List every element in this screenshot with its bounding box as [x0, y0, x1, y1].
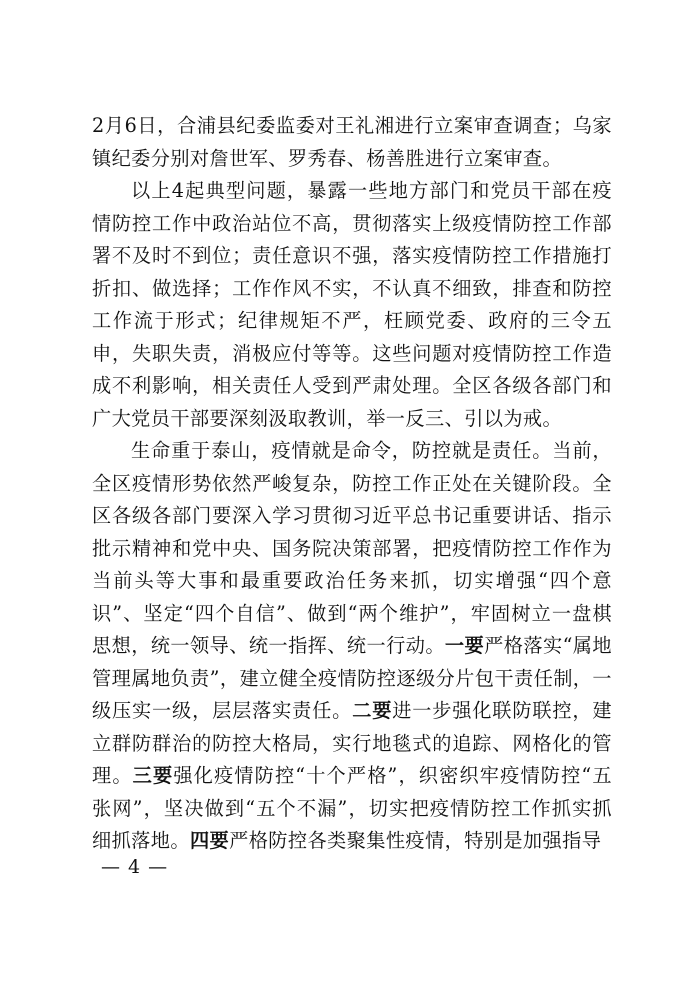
- point-two-text: 进一步强化联防联控，建立群防群治的防控大格局，实行地毯式的追踪、网格化的管理。: [92, 699, 612, 787]
- point-one-label: 一要: [444, 634, 485, 657]
- page-number: — 4 —: [101, 856, 169, 878]
- paragraph-3-intro-text: 生命重于泰山，疫情就是命令，防控就是责任。当前，全区疫情形势依然严峻复杂，防控工作正处在关键阶段。全区各级各部门要深入学习贯彻习近平总书记重要讲话、指示批示精神和党中央、国务院决策部署，把疫情防控工作作为当前头等大事和最重要政治任务来抓，切实增强“四个意识”、坚定“四个自信”、做到“两个维护”，牢固树立一盘棋思想，统一领导、统一指挥、统一行动。: [92, 439, 612, 657]
- point-two-label: 二要: [352, 699, 393, 722]
- paragraph-2: [92, 175, 612, 435]
- point-four-label: 四要: [189, 829, 230, 852]
- paragraph-1-text: 2月6日，合浦县纪委监委对王礼湘进行立案审查调查；乌家镇纪委分别对詹世军、罗秀春、杨善胜进行立案审查。: [92, 114, 612, 170]
- point-three-text: 强化疫情防控“十个严格”，织密织牢疫情防控“五张网”，坚决做到“五个不漏”，切实把疫情防控工作抓实抓细抓落地。: [92, 764, 612, 852]
- paragraph-2-text: 以上4起典型问题，暴露一些地方部门和党员干部在疫情防控工作中政治站位不高，贯彻落实上级疫情防控工作部署不及时不到位；责任意识不强，落实疫情防控工作措施打折扣、做选择；工作作风不实，不认真不细致，排查和防控工作流于形式；纪律规矩不严，枉顾党委、政府的三令五申，失职失责，消极应付等等。这些问题对疫情防控工作造成不利影响，相关责任人受到严肃处理。全区各级各部门和广大党员干部要深刻汲取教训，举一反三、引以为戒。: [92, 179, 612, 430]
- paragraph-1: [92, 110, 612, 175]
- point-one-text: 严格落实“属地管理属地负责”，建立健全疫情防控逐级分片包干责任制，一级压实一级，层层落实责任。: [92, 634, 612, 722]
- point-four-text: 严格防控各类聚集性疫情，特别是加强指导: [229, 829, 602, 852]
- document-body: [92, 110, 612, 858]
- point-three-label: 三要: [132, 764, 174, 787]
- paragraph-3: [92, 435, 612, 858]
